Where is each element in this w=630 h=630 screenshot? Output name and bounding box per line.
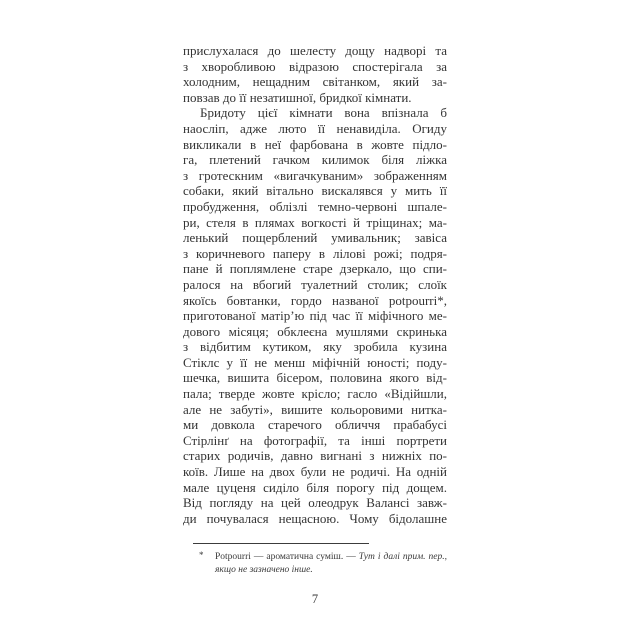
text-line: старих родичів, давно вигнані з нижніх по- bbox=[183, 448, 447, 464]
text-line: пала; тверде жовте крісло; гасло «Відійшли, bbox=[183, 386, 447, 402]
text-line: дового місяця; обклеєна мушлями скринька bbox=[183, 323, 447, 339]
text-line: мале цуценя сиділо біля порогу під дощем. bbox=[183, 479, 447, 495]
text-line: але не забуті», вишите кольоровими нитка- bbox=[183, 401, 447, 417]
text-line: ленький пощерблений умивальник; завіса bbox=[183, 230, 447, 246]
footnote-translator-note: Тут і далі прим. пер., якщо не зазначено інше. bbox=[215, 552, 448, 575]
text-line: Від погляду на цей олеодрук Валансі завж- bbox=[183, 495, 447, 511]
text-line: шечка, вишита бісером, половина якого від- bbox=[183, 370, 447, 386]
footnote-text: Potpourri — ароматична суміш. — bbox=[215, 552, 359, 563]
text-line: га, плетений гачком килимок біля ліжка bbox=[183, 152, 447, 168]
book-page bbox=[183, 0, 447, 607]
text-line: викликали в неї фарбована в жовте підло- bbox=[183, 136, 447, 152]
text-line: ди почувалася нещасною. Чому бідолашне bbox=[183, 510, 447, 526]
page-number: 7 bbox=[311, 592, 319, 607]
footnote-separator bbox=[193, 543, 369, 544]
footnote bbox=[183, 551, 447, 576]
text-line: собаки, який вітально вискалявся у мить її bbox=[183, 183, 447, 199]
text-line: з гротескним «вигачкуваним» зображенням bbox=[183, 167, 447, 183]
text-line: якоїсь бовтанки, гордо названої potpourri*, bbox=[183, 292, 447, 308]
footnote-marker: * bbox=[199, 550, 204, 561]
text-line: прислухалася до шелесту дощу надворі та bbox=[183, 43, 447, 58]
text-line: з хворобливою відразою спостерігала за bbox=[183, 58, 447, 74]
text-line: наосліп, адже люто її ненавиділа. Огиду bbox=[183, 120, 447, 136]
text-line: з відбитим кутиком, яку зробила кузина bbox=[183, 339, 447, 355]
text-line: коїв. Лише на двох були не родичі. На одній bbox=[183, 464, 447, 480]
text-line: ри, стеля в плямах вогкості й тріщинах; ма- bbox=[183, 214, 447, 230]
text-line: повзав до її незатишної, бридкої кімнати. bbox=[183, 89, 412, 105]
text-line: Стіклс у її не менш міфічній юності; поду- bbox=[183, 354, 447, 370]
text-line: з коричневого паперу в лілові рожі; подря- bbox=[183, 245, 447, 261]
text-line: холодним, нещадним світанком, який за- bbox=[183, 74, 447, 90]
body-text bbox=[183, 43, 447, 526]
text-line: Стірлінґ на фотографії, та інші портрети bbox=[183, 432, 447, 448]
text-line: Бридоту цієї кімнати вона впізнала б bbox=[200, 105, 447, 121]
text-line: пробудження, облізлі темно-червоні шпале- bbox=[183, 198, 447, 214]
text-line: пане й поплямлене старе дзеркало, що спи- bbox=[183, 261, 447, 277]
text-line: приготованої матір’ю під час її міфічного ме- bbox=[183, 308, 447, 324]
text-line: ми довкола старечого обличчя прабабусі bbox=[183, 417, 447, 433]
text-line: ралося на вбогий туалетний столик; слоїк bbox=[183, 276, 447, 292]
